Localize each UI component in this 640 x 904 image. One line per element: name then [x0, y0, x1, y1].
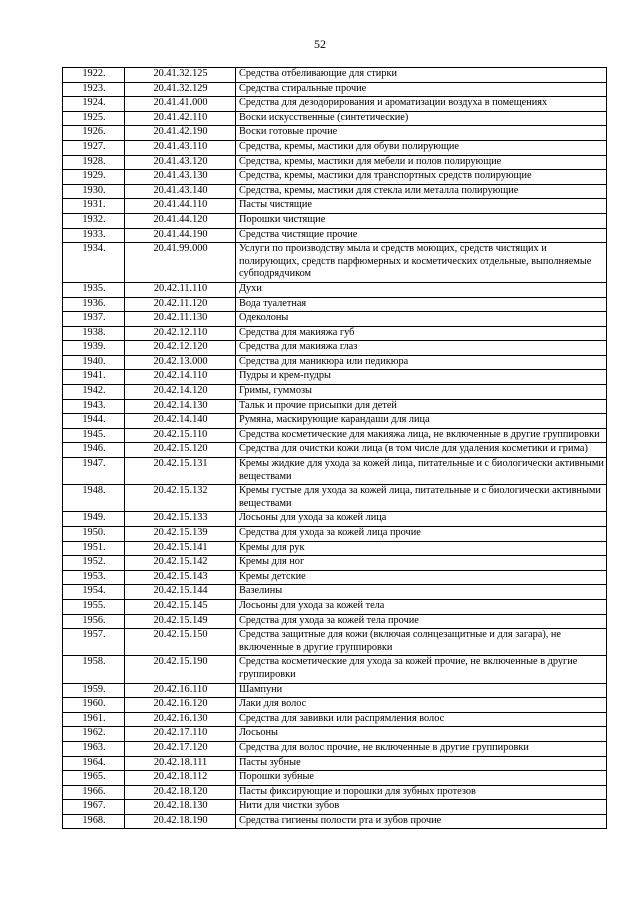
product-code-cell: 20.41.41.000 — [125, 97, 236, 112]
product-code-cell: 20.42.18.130 — [125, 800, 236, 815]
row-number-cell: 1957. — [63, 629, 125, 656]
row-number-cell: 1929. — [63, 170, 125, 185]
row-number-cell: 1962. — [63, 727, 125, 742]
row-number-cell: 1928. — [63, 155, 125, 170]
table-row — [63, 570, 607, 585]
product-code-cell: 20.42.15.141 — [125, 541, 236, 556]
product-code-cell: 20.42.15.120 — [125, 443, 236, 458]
row-number-cell: 1942. — [63, 385, 125, 400]
table-row — [63, 485, 607, 512]
table-row — [63, 399, 607, 414]
product-code-cell: 20.42.16.130 — [125, 712, 236, 727]
product-name-cell: Средства для очистки кожи лица (в том числе для удаления косметики и грима) — [236, 443, 607, 458]
table-row — [63, 184, 607, 199]
table-row — [63, 771, 607, 786]
product-code-cell: 20.41.43.130 — [125, 170, 236, 185]
product-code-cell: 20.41.99.000 — [125, 243, 236, 283]
product-name-cell: Духи — [236, 282, 607, 297]
table-row — [63, 527, 607, 542]
row-number-cell: 1954. — [63, 585, 125, 600]
product-name-cell: Средства косметические для макияжа лица, не включенные в другие группировки — [236, 428, 607, 443]
product-code-cell: 20.42.18.111 — [125, 756, 236, 771]
row-number-cell: 1925. — [63, 111, 125, 126]
table-row — [63, 512, 607, 527]
product-code-cell: 20.42.15.150 — [125, 629, 236, 656]
product-name-cell: Кремы жидкие для ухода за кожей лица, питательные и с биологически активными веществами — [236, 458, 607, 485]
table-row — [63, 282, 607, 297]
table-row — [63, 599, 607, 614]
product-code-cell: 20.42.15.110 — [125, 428, 236, 443]
table-row — [63, 155, 607, 170]
product-name-cell: Пудры и крем-пудры — [236, 370, 607, 385]
table-row — [63, 326, 607, 341]
product-code-cell: 20.41.43.120 — [125, 155, 236, 170]
product-name-cell: Вода туалетная — [236, 297, 607, 312]
table-row — [63, 800, 607, 815]
row-number-cell: 1951. — [63, 541, 125, 556]
row-number-cell: 1941. — [63, 370, 125, 385]
row-number-cell: 1923. — [63, 82, 125, 97]
product-code-table — [62, 67, 607, 829]
table-row — [63, 785, 607, 800]
product-name-cell: Лаки для волос — [236, 698, 607, 713]
table-row — [63, 756, 607, 771]
row-number-cell: 1948. — [63, 485, 125, 512]
product-name-cell: Кремы детские — [236, 570, 607, 585]
table-row — [63, 428, 607, 443]
product-name-cell: Средства для дезодорирования и ароматизации воздуха в помещениях — [236, 97, 607, 112]
table-row — [63, 370, 607, 385]
product-name-cell: Средства для волос прочие, не включенные в другие группировки — [236, 741, 607, 756]
table-row — [63, 683, 607, 698]
product-code-cell: 20.41.44.110 — [125, 199, 236, 214]
product-code-cell: 20.42.15.142 — [125, 556, 236, 571]
row-number-cell: 1936. — [63, 297, 125, 312]
product-name-cell: Порошки чистящие — [236, 213, 607, 228]
row-number-cell: 1961. — [63, 712, 125, 727]
product-name-cell: Пасты чистящие — [236, 199, 607, 214]
table-row — [63, 228, 607, 243]
row-number-cell: 1965. — [63, 771, 125, 786]
product-name-cell: Лосьоны для ухода за кожей тела — [236, 599, 607, 614]
product-name-cell: Средства для ухода за кожей тела прочие — [236, 614, 607, 629]
product-code-cell: 20.42.12.110 — [125, 326, 236, 341]
product-name-cell: Кремы для рук — [236, 541, 607, 556]
product-name-cell: Средства, кремы, мастики для обуви полирующие — [236, 140, 607, 155]
product-code-cell: 20.41.42.190 — [125, 126, 236, 141]
product-name-cell: Нити для чистки зубов — [236, 800, 607, 815]
table-row — [63, 414, 607, 429]
product-name-cell: Одеколоны — [236, 312, 607, 327]
product-code-cell: 20.41.32.125 — [125, 68, 236, 83]
product-code-cell: 20.42.15.131 — [125, 458, 236, 485]
table-row — [63, 556, 607, 571]
table-row — [63, 82, 607, 97]
table-row — [63, 170, 607, 185]
row-number-cell: 1953. — [63, 570, 125, 585]
product-code-cell: 20.41.43.140 — [125, 184, 236, 199]
row-number-cell: 1926. — [63, 126, 125, 141]
product-name-cell: Воски искусственные (синтетические) — [236, 111, 607, 126]
row-number-cell: 1935. — [63, 282, 125, 297]
table-row — [63, 385, 607, 400]
table-body — [63, 68, 607, 829]
table-row — [63, 97, 607, 112]
row-number-cell: 1944. — [63, 414, 125, 429]
product-name-cell: Кремы для ног — [236, 556, 607, 571]
product-code-cell: 20.42.11.120 — [125, 297, 236, 312]
row-number-cell: 1946. — [63, 443, 125, 458]
table-row — [63, 698, 607, 713]
table-row — [63, 111, 607, 126]
product-code-cell: 20.42.17.110 — [125, 727, 236, 742]
product-name-cell: Средства для ухода за кожей лица прочие — [236, 527, 607, 542]
product-code-cell: 20.42.15.144 — [125, 585, 236, 600]
product-name-cell: Средства для макияжа губ — [236, 326, 607, 341]
product-name-cell: Воски готовые прочие — [236, 126, 607, 141]
product-name-cell: Средства, кремы, мастики для стекла или металла полирующие — [236, 184, 607, 199]
product-code-cell: 20.42.18.120 — [125, 785, 236, 800]
table-row — [63, 741, 607, 756]
table-row — [63, 341, 607, 356]
product-name-cell: Средства косметические для ухода за кожей прочие, не включенные в другие группировки — [236, 656, 607, 683]
product-name-cell: Порошки зубные — [236, 771, 607, 786]
table-row — [63, 213, 607, 228]
row-number-cell: 1924. — [63, 97, 125, 112]
row-number-cell: 1958. — [63, 656, 125, 683]
product-code-cell: 20.42.15.132 — [125, 485, 236, 512]
product-code-cell: 20.42.11.110 — [125, 282, 236, 297]
product-code-cell: 20.42.18.112 — [125, 771, 236, 786]
row-number-cell: 1938. — [63, 326, 125, 341]
product-code-cell: 20.42.15.145 — [125, 599, 236, 614]
product-code-cell: 20.42.11.130 — [125, 312, 236, 327]
row-number-cell: 1966. — [63, 785, 125, 800]
table-row — [63, 656, 607, 683]
table-row — [63, 68, 607, 83]
row-number-cell: 1950. — [63, 527, 125, 542]
table-row — [63, 541, 607, 556]
product-code-cell: 20.42.16.120 — [125, 698, 236, 713]
product-code-cell: 20.42.14.110 — [125, 370, 236, 385]
product-code-cell: 20.41.32.129 — [125, 82, 236, 97]
table-row — [63, 458, 607, 485]
page-number: 52 — [314, 37, 326, 51]
table-row — [63, 814, 607, 829]
row-number-cell: 1931. — [63, 199, 125, 214]
product-name-cell: Пасты зубные — [236, 756, 607, 771]
row-number-cell: 1960. — [63, 698, 125, 713]
product-code-cell: 20.41.42.110 — [125, 111, 236, 126]
product-name-cell: Средства для макияжа глаз — [236, 341, 607, 356]
product-code-cell: 20.41.44.190 — [125, 228, 236, 243]
table-row — [63, 199, 607, 214]
row-number-cell: 1956. — [63, 614, 125, 629]
row-number-cell: 1939. — [63, 341, 125, 356]
product-code-cell: 20.41.44.120 — [125, 213, 236, 228]
table-row — [63, 126, 607, 141]
row-number-cell: 1943. — [63, 399, 125, 414]
product-name-cell: Средства, кремы, мастики для мебели и полов полирующие — [236, 155, 607, 170]
row-number-cell: 1947. — [63, 458, 125, 485]
product-name-cell: Средства гигиены полости рта и зубов прочие — [236, 814, 607, 829]
table-row — [63, 614, 607, 629]
row-number-cell: 1945. — [63, 428, 125, 443]
product-code-cell: 20.42.17.120 — [125, 741, 236, 756]
row-number-cell: 1927. — [63, 140, 125, 155]
product-code-cell: 20.42.15.139 — [125, 527, 236, 542]
product-code-cell: 20.42.16.110 — [125, 683, 236, 698]
product-code-cell: 20.41.43.110 — [125, 140, 236, 155]
product-code-cell: 20.42.13.000 — [125, 355, 236, 370]
product-name-cell: Кремы густые для ухода за кожей лица, питательные и с биологически активными веществами — [236, 485, 607, 512]
table-row — [63, 312, 607, 327]
table-row — [63, 297, 607, 312]
product-name-cell: Гримы, гуммозы — [236, 385, 607, 400]
product-name-cell: Средства чистящие прочие — [236, 228, 607, 243]
table-row — [63, 355, 607, 370]
row-number-cell: 1937. — [63, 312, 125, 327]
table-row — [63, 727, 607, 742]
product-code-cell: 20.42.14.120 — [125, 385, 236, 400]
product-code-cell: 20.42.15.133 — [125, 512, 236, 527]
table-row — [63, 585, 607, 600]
product-name-cell: Тальк и прочие присыпки для детей — [236, 399, 607, 414]
row-number-cell: 1963. — [63, 741, 125, 756]
product-code-cell: 20.42.15.190 — [125, 656, 236, 683]
row-number-cell: 1933. — [63, 228, 125, 243]
product-code-cell: 20.42.12.120 — [125, 341, 236, 356]
table-row — [63, 712, 607, 727]
row-number-cell: 1952. — [63, 556, 125, 571]
product-name-cell: Средства стиральные прочие — [236, 82, 607, 97]
product-name-cell: Средства отбеливающие для стирки — [236, 68, 607, 83]
row-number-cell: 1930. — [63, 184, 125, 199]
row-number-cell: 1949. — [63, 512, 125, 527]
product-name-cell: Средства защитные для кожи (включая солнцезащитные и для загара), не включенные в другие группировки — [236, 629, 607, 656]
product-code-cell: 20.42.18.190 — [125, 814, 236, 829]
table-row — [63, 629, 607, 656]
product-name-cell: Румяна, маскирующие карандаши для лица — [236, 414, 607, 429]
product-name-cell: Вазелины — [236, 585, 607, 600]
product-code-cell: 20.42.15.143 — [125, 570, 236, 585]
row-number-cell: 1955. — [63, 599, 125, 614]
row-number-cell: 1959. — [63, 683, 125, 698]
product-name-cell: Услуги по производству мыла и средств моющих, средств чистящих и полирующих, средств парфюмерных и косметических отдельные, выполняемые субподрядчиком — [236, 243, 607, 283]
row-number-cell: 1968. — [63, 814, 125, 829]
row-number-cell: 1964. — [63, 756, 125, 771]
row-number-cell: 1940. — [63, 355, 125, 370]
product-code-cell: 20.42.14.130 — [125, 399, 236, 414]
product-name-cell: Лосьоны для ухода за кожей лица — [236, 512, 607, 527]
product-name-cell: Средства, кремы, мастики для транспортных средств полирующие — [236, 170, 607, 185]
product-name-cell: Шампуни — [236, 683, 607, 698]
product-code-cell: 20.42.14.140 — [125, 414, 236, 429]
product-name-cell: Пасты фиксирующие и порошки для зубных протезов — [236, 785, 607, 800]
table-row — [63, 140, 607, 155]
row-number-cell: 1922. — [63, 68, 125, 83]
product-name-cell: Лосьоны — [236, 727, 607, 742]
row-number-cell: 1932. — [63, 213, 125, 228]
product-code-cell: 20.42.15.149 — [125, 614, 236, 629]
row-number-cell: 1934. — [63, 243, 125, 283]
row-number-cell: 1967. — [63, 800, 125, 815]
table-row — [63, 443, 607, 458]
table-row — [63, 243, 607, 283]
product-name-cell: Средства для маникюра или педикюра — [236, 355, 607, 370]
product-name-cell: Средства для завивки или распрямления волос — [236, 712, 607, 727]
